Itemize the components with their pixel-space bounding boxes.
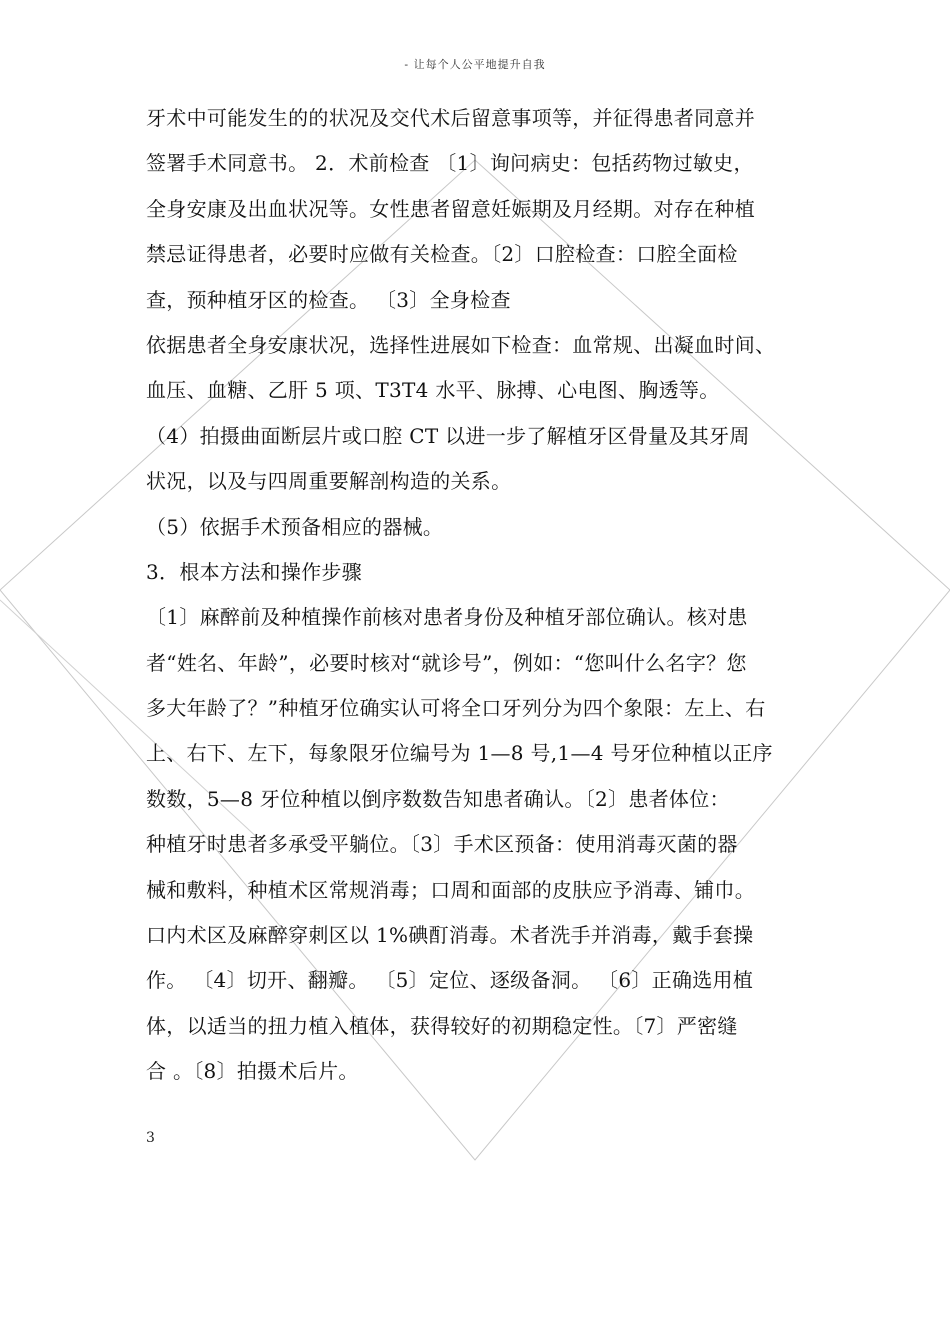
document-body — [146, 96, 818, 1095]
text-line: 依据患者全身安康状况，选择性进展如下检查：血常规、出凝血时间、 — [146, 332, 776, 357]
text-line: （5）依据手术预备相应的器械。 — [146, 514, 444, 539]
text-line: 多大年龄了？”种植牙位确实认可将全口牙列分为四个象限：左上、右 — [146, 696, 766, 721]
text-line: 血压、血糖、乙肝 5 项、T3T4 水平、脉搏、心电图、胸透等。 — [146, 378, 720, 403]
text-line: 者“姓名、年龄”，必要时核对“就诊号”，例如：“您叫什么名字？您 — [146, 650, 747, 675]
text-line: （4）拍摄曲面断层片或口腔 CT 以进一步了解植牙区骨量及其牙周 — [146, 423, 750, 448]
page-number: 3 — [146, 1130, 155, 1146]
text-line: 械和敷料，种植术区常规消毒；口周和面部的皮肤应予消毒、铺巾。 — [146, 877, 755, 902]
section-heading: 3．根本方法和操作步骤 — [146, 559, 363, 584]
text-line: 状况，以及与四周重要解剖构造的关系。 — [146, 469, 512, 494]
text-line: 种植牙时患者多承受平躺位。〔3〕手术区预备：使用消毒灭菌的器 — [146, 832, 738, 857]
text-line: 体，以适当的扭力植入植体，获得较好的初期稳定性。〔7〕严密缝 — [146, 1013, 738, 1038]
text-line: 口内术区及麻醉穿刺区以 1%碘酊消毒。术者洗手并消毒，戴手套操 — [146, 923, 754, 948]
page-header: - 让每个人公平地提升自我 — [404, 58, 546, 71]
text-line: 〔1〕麻醉前及种植操作前核对患者身份及种植牙部位确认。核对患 — [146, 605, 748, 630]
text-line: 作。 〔4〕切开、翻瓣。 〔5〕定位、逐级备洞。 〔6〕正确选用植 — [146, 968, 754, 993]
text-line: 全身安康及出血状况等。女性患者留意妊娠期及月经期。对存在种植 — [146, 196, 755, 221]
text-line: 禁忌证得患者，必要时应做有关检查。〔2〕口腔检查：口腔全面检 — [146, 242, 738, 267]
text-line: 牙术中可能发生的的状况及交代术后留意事项等，并征得患者同意并 — [146, 106, 755, 130]
text-line: 合 。〔8〕拍摄术后片。 — [146, 1059, 359, 1084]
text-line: 签署手术同意书。 2．术前检查 〔1〕询问病史：包括药物过敏史， — [146, 151, 754, 176]
text-line: 查，预种植牙区的检查。 〔3〕全身检查 — [146, 287, 511, 312]
text-line: 上、右下、左下，每象限牙位编号为 1—8 号,1—4 号牙位种植以正序 — [146, 741, 773, 766]
text-line: 数数，5—8 牙位种植以倒序数数告知患者确认。〔2〕患者体位： — [146, 786, 730, 811]
